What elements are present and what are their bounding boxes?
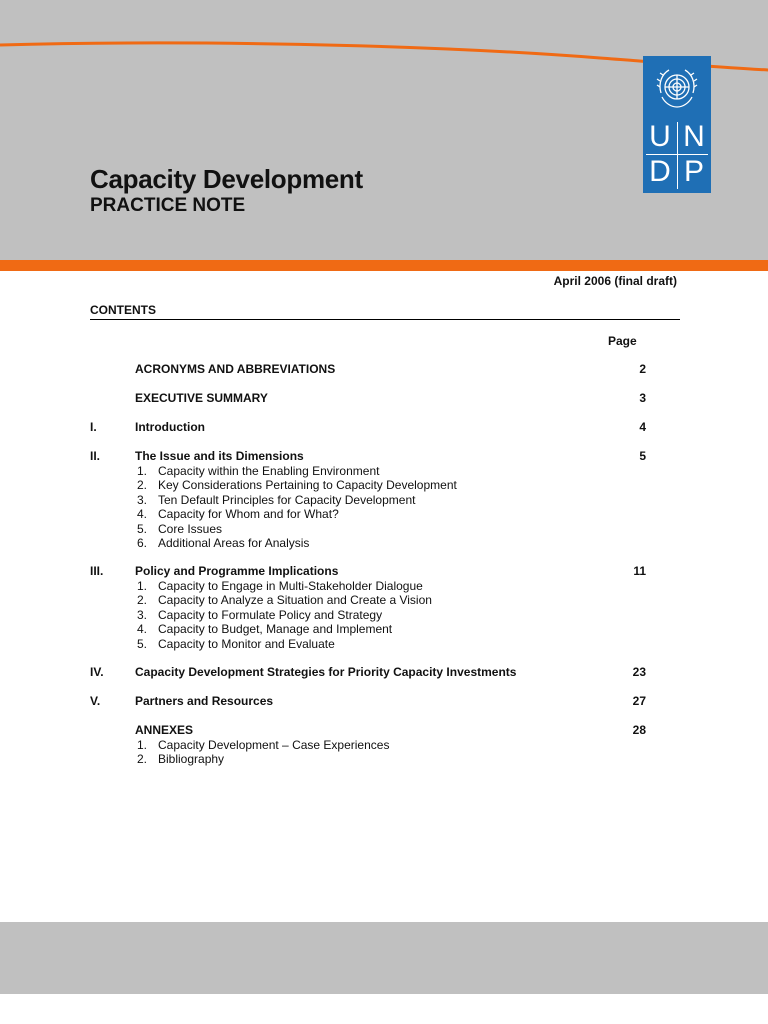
toc-subsection-list (137, 738, 389, 767)
toc-entry-number: I. (90, 420, 97, 434)
toc-subsection-number: 1. (137, 463, 148, 478)
toc-entry-number: V. (90, 694, 101, 708)
toc-subsection-number: 5. (137, 521, 148, 536)
toc-entry-page: 27 (632, 694, 646, 708)
contents-heading: CONTENTS (90, 303, 156, 317)
toc-subsection[interactable] (137, 464, 457, 479)
toc-subsection-title: Ten Default Principles for Capacity Development (158, 492, 416, 507)
toc-entry-title: EXECUTIVE SUMMARY (135, 391, 268, 405)
toc-subsection-title: Capacity to Monitor and Evaluate (158, 636, 335, 651)
page-footer-band (0, 922, 768, 994)
document-subtitle: PRACTICE NOTE (90, 195, 246, 216)
toc-subsection-number: 3. (137, 492, 148, 507)
toc-subsection-list (137, 579, 432, 652)
un-emblem-icon (652, 63, 702, 113)
toc-entry-page: 2 (639, 362, 646, 376)
toc-subsection-title: Capacity Development – Case Experiences (158, 737, 390, 752)
contents-rule (90, 319, 680, 320)
toc-entry-title: The Issue and its Dimensions (135, 449, 304, 463)
toc-subsection-number: 1. (137, 578, 148, 593)
toc-entry-number: II. (90, 449, 101, 463)
undp-logo (643, 56, 711, 193)
toc-subsection-title: Key Considerations Pertaining to Capacity Development (158, 478, 457, 492)
toc-entry-page: 3 (639, 391, 646, 405)
toc-subsection-number: 1. (137, 737, 148, 752)
toc-entry-number: IV. (90, 665, 104, 679)
toc-entry-page: 11 (633, 564, 646, 578)
logo-letter-p: P (683, 155, 704, 188)
toc-subsection-title: Bibliography (158, 752, 225, 766)
toc-entry-page: 5 (639, 449, 646, 463)
document-title: Capacity Development (90, 164, 363, 194)
toc-subsection[interactable] (137, 738, 389, 753)
logo-letter-n: N (683, 120, 705, 153)
toc-entry-number: III. (90, 564, 104, 578)
toc-subsection-title: Capacity within the Enabling Environment (158, 463, 380, 478)
toc-subsection[interactable] (137, 522, 457, 537)
toc-subsection[interactable] (137, 637, 432, 652)
toc-subsection-title: Capacity to Formulate Policy and Strategy (158, 607, 383, 622)
toc-entry-title: ANNEXES (135, 723, 194, 737)
toc-entry-page: 23 (632, 665, 646, 679)
toc-subsection[interactable] (137, 536, 457, 551)
toc-entry-title: Partners and Resources (135, 694, 274, 708)
toc-subsection[interactable] (137, 593, 432, 608)
logo-divider-vertical (677, 122, 678, 189)
toc-entry-title: Capacity Development Strategies for Priority Capacity Investments (135, 665, 517, 679)
toc-subsection-number: 2. (137, 593, 148, 607)
toc-subsection-number: 4. (137, 507, 148, 521)
toc-subsection-title: Core Issues (158, 521, 223, 536)
toc-entry-page: 28 (632, 723, 646, 737)
logo-letter-u: U (649, 120, 671, 153)
toc-subsection-number: 5. (137, 636, 148, 651)
toc-subsection-number: 3. (137, 607, 148, 622)
toc-entry-page: 4 (639, 420, 646, 434)
toc-subsection[interactable] (137, 493, 457, 508)
toc-subsection[interactable] (137, 579, 432, 594)
toc-subsection-list (137, 464, 457, 551)
toc-entry-title: Introduction (135, 420, 205, 434)
orange-band (0, 260, 768, 271)
toc-subsection-title: Capacity to Budget, Manage and Implement (158, 622, 393, 636)
toc-subsection[interactable] (137, 752, 389, 767)
toc-subsection-number: 2. (137, 478, 148, 492)
toc-subsection-number: 6. (137, 536, 148, 550)
toc-subsection[interactable] (137, 622, 432, 637)
toc-subsection-title: Additional Areas for Analysis (158, 536, 310, 550)
toc-subsection[interactable] (137, 507, 457, 522)
page-column-heading: Page (608, 334, 637, 348)
toc-subsection[interactable] (137, 478, 457, 493)
cover-header (0, 0, 768, 260)
toc-entry-title: Policy and Programme Implications (135, 564, 339, 578)
toc-entry-title: ACRONYMS AND ABBREVIATIONS (135, 362, 336, 376)
toc-subsection-title: Capacity to Analyze a Situation and Create a Vision (158, 593, 432, 607)
toc-subsection[interactable] (137, 608, 432, 623)
toc-subsection-title: Capacity to Engage in Multi-Stakeholder Dialogue (158, 578, 423, 593)
document-date: April 2006 (final draft) (553, 274, 677, 288)
toc-subsection-number: 2. (137, 752, 148, 766)
logo-letter-d: D (649, 155, 671, 188)
toc-subsection-number: 4. (137, 622, 148, 636)
toc-subsection-title: Capacity for Whom and for What? (158, 507, 339, 521)
